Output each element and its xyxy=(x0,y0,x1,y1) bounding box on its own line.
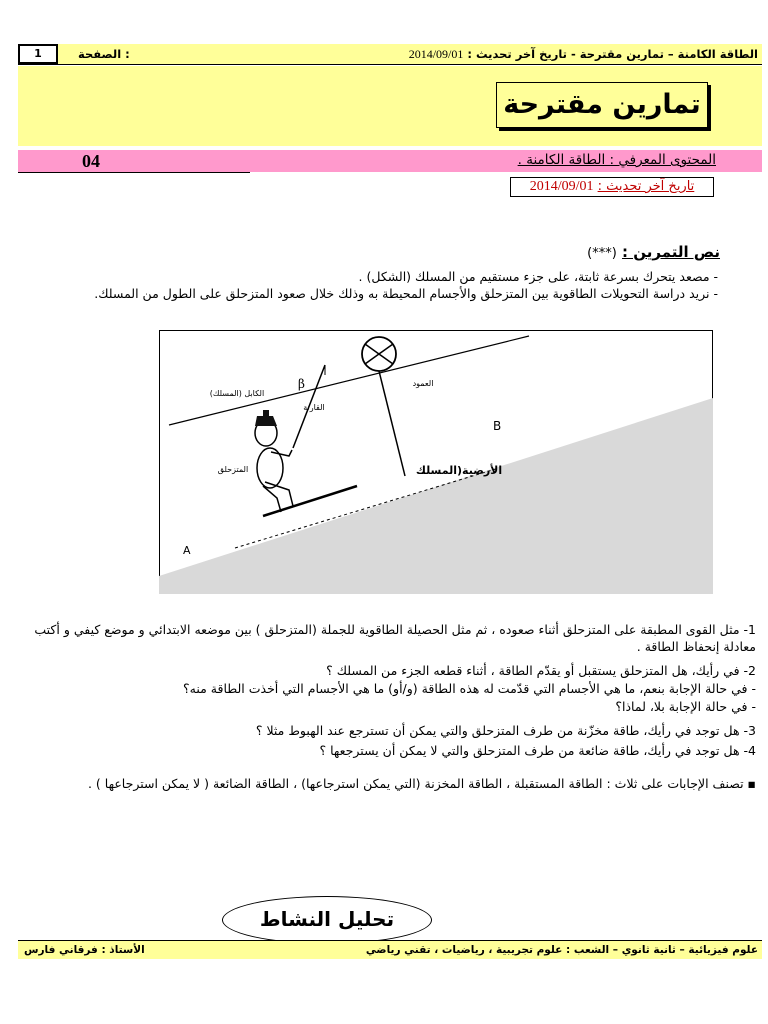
exercise-number: 04 xyxy=(82,151,100,171)
exercise-line-1: - مصعد يتحرك بسرعة ثابتة، على جزء مستقيم من المسلك (الشكل) . xyxy=(358,269,718,284)
update-date-box xyxy=(510,177,714,197)
question-2a: - في حالة الإجابة بنعم، ما هي الأجسام التي قدّمت له هذه الطاقة (و/أو) ما هي الأجسام التي أخذت الطاقة منه؟ xyxy=(182,681,756,696)
point-b-label: B xyxy=(493,419,502,433)
footer-teacher: الأستاذ : فرقاني فارس xyxy=(24,944,145,956)
question-1: 1- مثل القوى المطبقة على المتزحلق أثناء صعوده ، ثم مثل الحصيلة الطاقوية للجملة (المتزحلق ) بين موضعه الابتدائي و موضع كيفي و أكتب معادلة إنحفاظ الطاقة . xyxy=(34,622,756,654)
difficulty-stars: (***) xyxy=(587,246,617,261)
header-title: الطاقة الكامنة – تمارين مقترحة - تاريخ آخر تحديث : 2014/09/01 xyxy=(408,47,758,61)
page-number: 1 xyxy=(18,44,58,64)
number-underline xyxy=(18,172,250,173)
exercise-line-2: - نريد دراسة التحويلات الطاقوية بين المتزحلق والأجسام المحيطة به وذلك خلال صعود المتزحلق على الطول من المسلك. xyxy=(94,286,718,301)
angle-label: β xyxy=(298,377,305,391)
update-date: 2014/09/01 xyxy=(529,179,594,194)
cable-label: الكابل (المسلك) xyxy=(209,389,265,398)
answer-note: ▪ تصنف الإجابات على ثلاث : الطاقة المستقبلة ، الطاقة المخزنة (التي يمكن استرجاعها) ، الطاقة الضائعة ( لا يمكن استرجاعها ) . xyxy=(87,776,756,791)
footer-course: علوم فيزيائية – ثانية ثانوي – الشعب : علوم تجريبية ، رياضيات ، تقني رياضي xyxy=(365,944,758,956)
skier-label: المتزحلق xyxy=(217,465,249,474)
pole-label: العمود xyxy=(412,379,434,388)
question-3: 3- هل توجد في رأيك، طاقة مخزّنة من طرف المتزحلق والتي يمكن أن تسترجع عند الهبوط مثلا ؟ xyxy=(255,723,756,738)
ground-label: الأرضية(المسلك xyxy=(415,464,503,477)
header-date: 2014/09/01 xyxy=(408,47,464,61)
activity-analysis-title: تحليل النشاط xyxy=(222,896,432,944)
page-title: تمارين مقترحة xyxy=(496,82,708,128)
question-2: 2- في رأيك، هل المتزحلق يستقبل أو يقدّم الطاقة ، أثناء قطعه الجزء من المسلك ؟ xyxy=(326,663,756,678)
question-2b: - في حالة الإجابة بلا، لماذا؟ xyxy=(615,699,756,714)
exercise-heading: نص التمرين : (***) xyxy=(587,243,720,261)
point-a-label: A xyxy=(183,544,191,557)
question-4: 4- هل توجد في رأيك، طاقة ضائعة من طرف المتزحلق والتي لا يمكن أن يسترجعها ؟ xyxy=(319,743,756,758)
ski-lift-figure xyxy=(159,330,713,594)
content-label: المحتوى المعرفي : الطاقة الكامنة . xyxy=(517,152,716,168)
rod-label: القارنة xyxy=(303,403,325,412)
page-label: الصفحة : xyxy=(78,47,130,61)
header-strip xyxy=(18,44,762,65)
footer-strip xyxy=(18,940,762,959)
update-label: تاريخ آخر تحديث : xyxy=(597,179,695,194)
